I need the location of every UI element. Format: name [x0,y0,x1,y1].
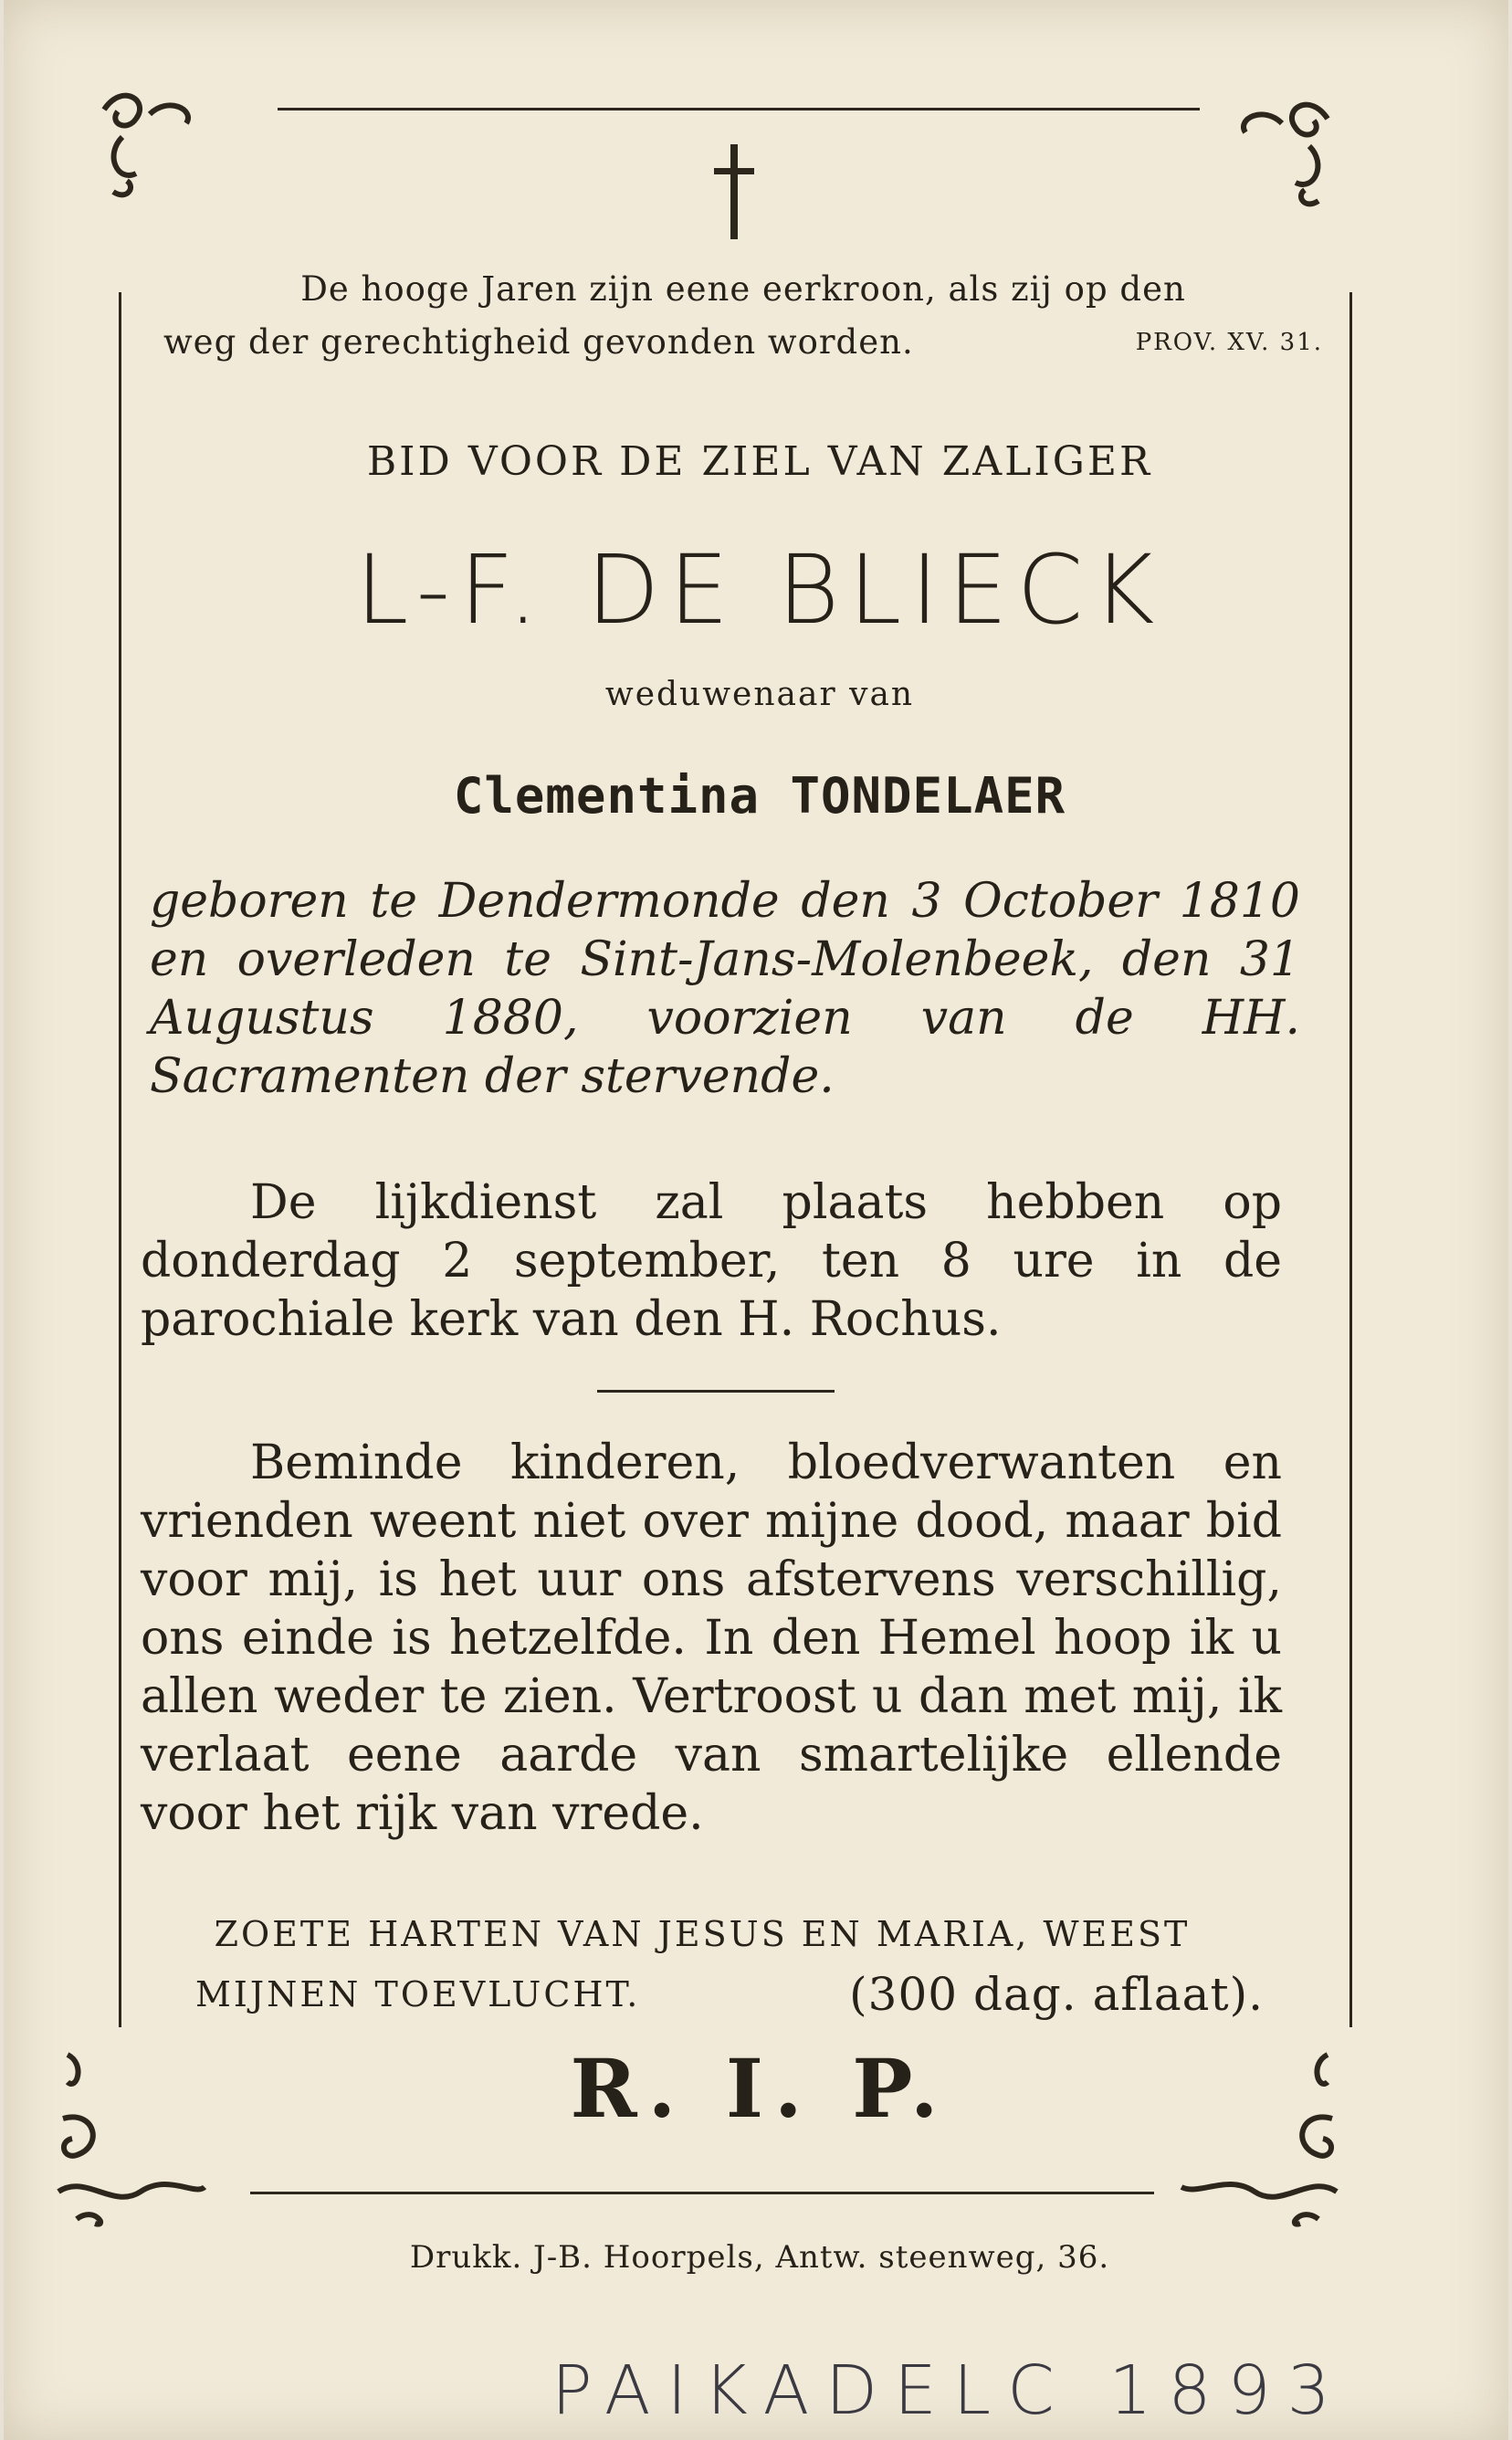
invocation-line-1: ZOETE HARTEN VAN JESUS EN MARIA, WEEST [214,1914,1191,1954]
spouse-name: Clementina TONDELAER [453,767,1066,825]
section-divider [597,1390,835,1393]
epigraph [163,263,1323,369]
funeral-notice-text: De lijkdienst zal plaats hebben op donderdag 2 september, ten 8 ure in de parochiale kerk van den H. Rochus. [141,1175,1282,1347]
frame-top-line [278,108,1200,110]
frame-bottom-line [250,2192,1154,2194]
relation-label: weduwenaar van [604,676,915,713]
funeral-notice [141,1173,1282,1349]
memorial-card [4,0,1508,2440]
top-right-ornament-icon [1209,82,1346,219]
epigraph-line-1: De hooge Jaren zijn eene eerkroon, als zij op den [300,269,1186,309]
epigraph-line-2 [163,316,1323,369]
printer-imprint: Drukk. J-B. Hoorpels, Antw. steenweg, 36. [409,2239,1110,2276]
farewell-message [141,1434,1282,1843]
deceased-name: L-F. DE BLIECK [355,534,1164,646]
farewell-text: Beminde kinderen, bloedverwanten en vrienden weent niet over mijne dood, maar bid voor mij, is het uur ons afstervens verschillig, ons einde is hetzelfde. In den Hemel hoop ik u allen weder te zien. Vertroost u dan met mij, ik verlaat eene aarde van smartelijke ellende voor het rijk van vrede. [141,1436,1282,1841]
top-left-ornament-icon [86,73,223,210]
rip-text: R. I. P. [570,2041,950,2136]
prayer-heading: BID VOOR DE ZIEL VAN ZALIGER [366,438,1153,485]
invocation-line-2-text: MIJNEN TOEVLUCHT. [195,1974,641,2014]
biography: geboren te Dendermonde den 3 October 1810 en overleden te Sint-Jans-Molenbeek, den 31 Augustus 1880, voorzien van de HH. Sacramenten der stervende. [150,874,1300,1104]
epigraph-reference: PROV. XV. 31. [1135,329,1323,356]
epigraph-line-2-text: weg der gerechtigheid gevonden worden. [163,322,914,362]
cross-icon [707,137,761,247]
invocation-line-2 [141,1964,1264,2025]
handwritten-note: PAIKADELC 1893 [551,2351,1347,2430]
invocation [141,1904,1264,2025]
indulgence: (300 dag. aflaat). [849,1968,1264,2021]
